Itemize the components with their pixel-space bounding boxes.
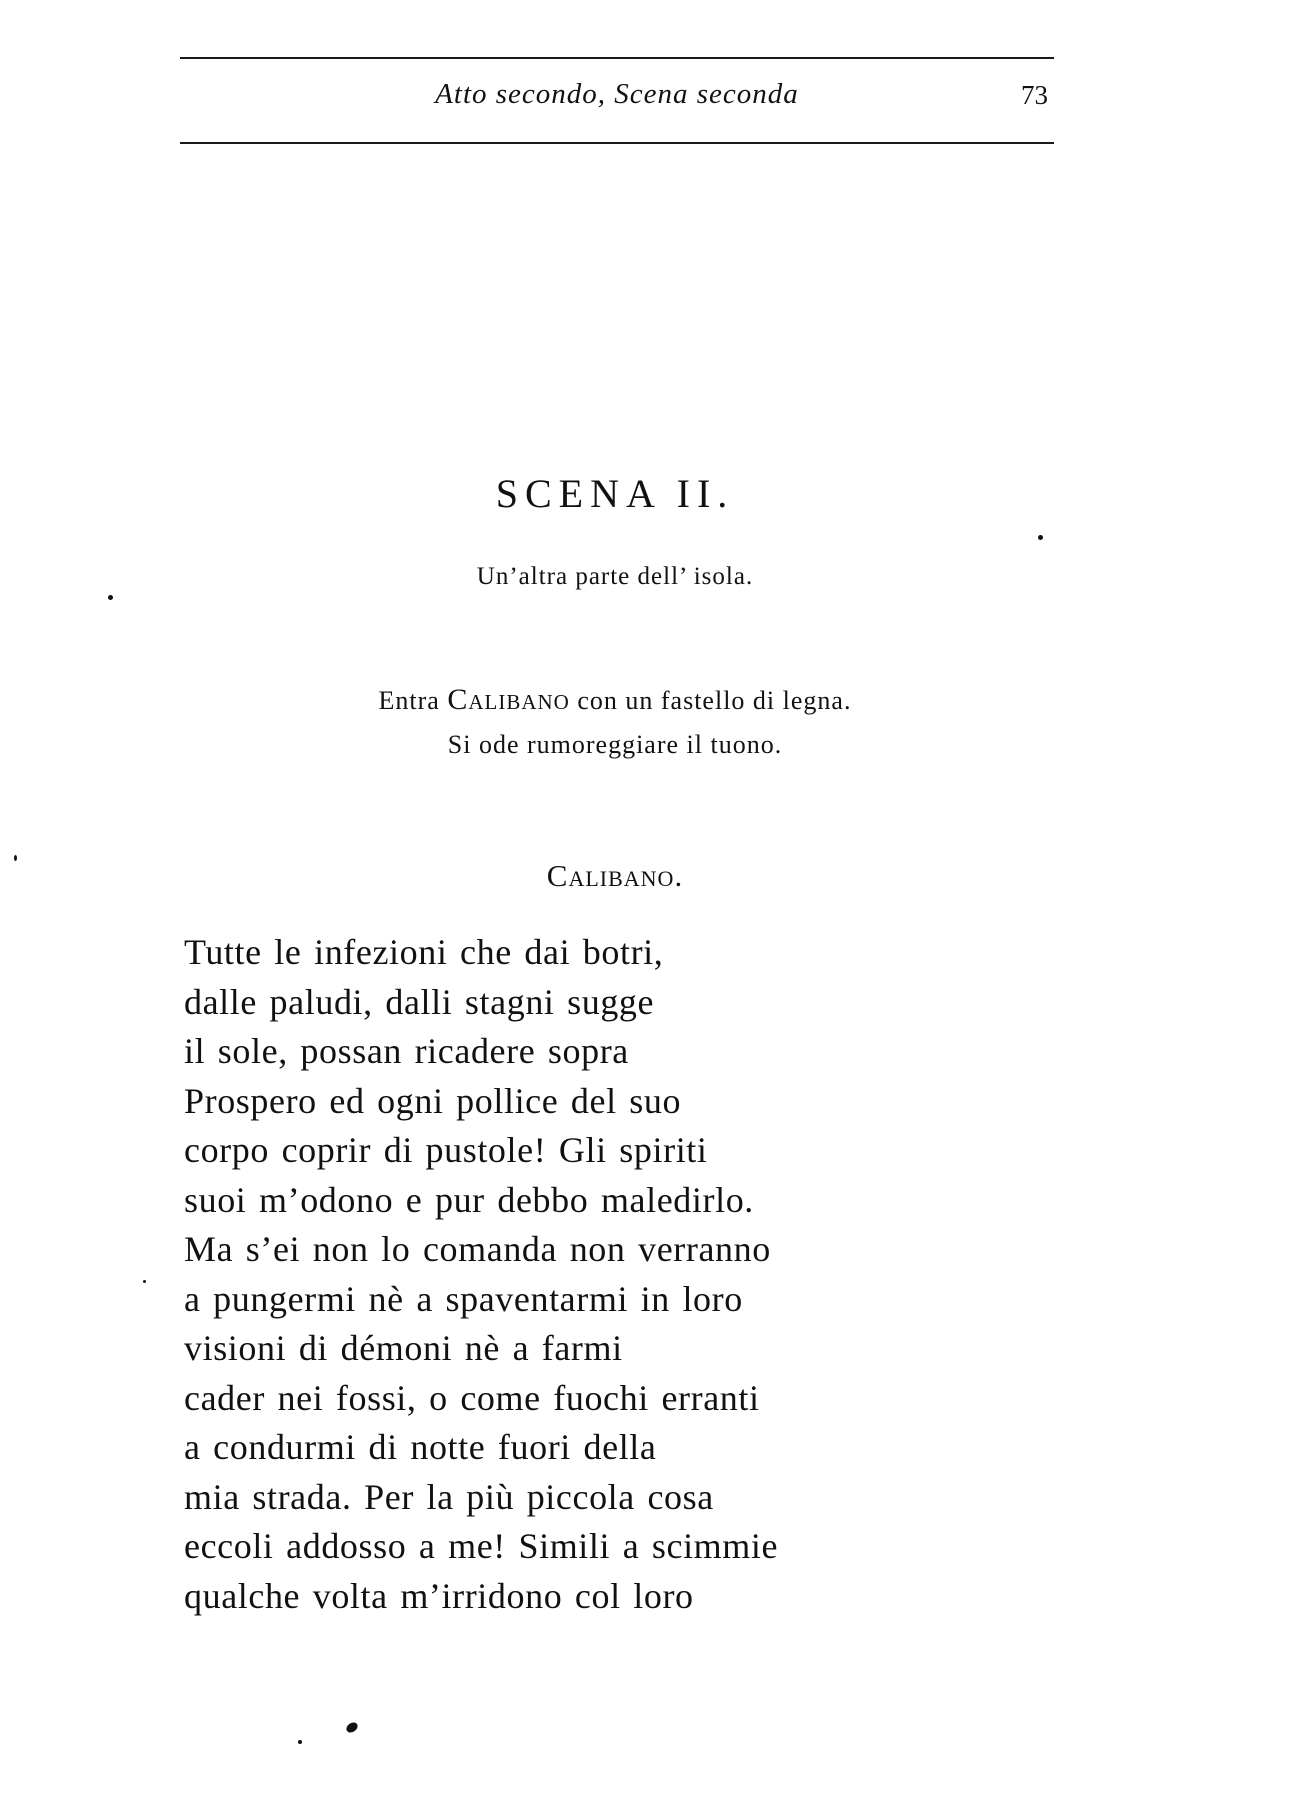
verse-line: suoi m’odono e pur debbo maledirlo. — [184, 1179, 754, 1220]
stage-direction-line-1 — [0, 678, 1230, 723]
verse-line: visioni di démoni nè a farmi — [184, 1328, 623, 1368]
verse-line: a pungermi nè a spaventarmi in loro — [184, 1278, 743, 1319]
scan-speck — [298, 1740, 302, 1744]
verse-line: corpo coprir di pustole! Gli spiriti — [184, 1130, 708, 1170]
header-rule-top — [180, 57, 1054, 59]
scan-speck — [345, 1720, 360, 1734]
page-number: 73 — [1021, 80, 1048, 110]
scene-setting: Un’altra parte dell’ isola. — [476, 563, 754, 590]
verse-line: a condurmi di notte fuori della — [184, 1427, 657, 1467]
speaker-name: Calibano. — [546, 858, 684, 893]
scene-heading: SCENA II. — [495, 471, 735, 516]
stage-direction — [0, 678, 1230, 767]
stage-direction-prefix: Entra — [378, 686, 448, 715]
header-rule-bottom — [180, 142, 1054, 144]
verse-block — [184, 928, 944, 1621]
running-head — [180, 78, 1054, 118]
stage-direction-suffix: con un fastello di legna. — [569, 686, 852, 715]
verse-line: Tutte le infezioni che dai botri, — [184, 932, 664, 972]
verse-line: dalle paludi, dalli stagni sugge — [184, 981, 655, 1022]
scan-speck — [1038, 535, 1043, 540]
stage-direction-character: Calibano — [447, 683, 570, 716]
scan-speck — [14, 855, 17, 861]
verse-line: mia strada. Per la più piccola cosa — [184, 1476, 714, 1517]
stage-direction-line-2: Si ode rumoreggiare il tuono. — [447, 730, 783, 759]
scan-speck — [143, 1280, 146, 1283]
verse-line: cader nei fossi, o come fuochi erranti — [184, 1377, 760, 1418]
running-head-title: Atto secondo, Scena seconda — [435, 78, 799, 110]
verse-line: il sole, possan ricadere sopra — [184, 1031, 629, 1071]
verse-line: eccoli addosso a me! Simili a scimmie — [184, 1526, 779, 1566]
verse-line: qualche volta m’irridono col loro — [184, 1575, 694, 1616]
verse-line: Ma s’ei non lo comanda non verranno — [184, 1229, 771, 1269]
verse-line: Prospero ed ogni pollice del suo — [184, 1080, 682, 1121]
scan-speck — [108, 595, 113, 600]
